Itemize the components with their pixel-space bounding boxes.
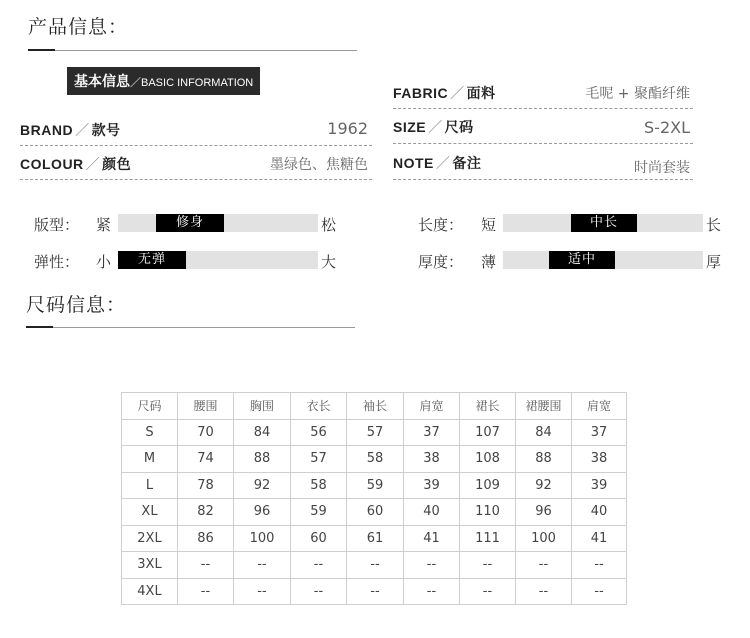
table-cell: 57 bbox=[291, 446, 347, 473]
table-cell: 74 bbox=[178, 446, 234, 473]
table-cell: 100 bbox=[234, 525, 291, 552]
brand-label bbox=[20, 120, 121, 140]
length-scale-fill: 中长 bbox=[571, 214, 637, 232]
table-cell: -- bbox=[460, 552, 516, 579]
table-row bbox=[122, 446, 627, 473]
size-info-rule-accent bbox=[26, 326, 53, 328]
fit-scale-bar bbox=[118, 214, 318, 232]
table-cell: 84 bbox=[234, 419, 291, 446]
table-row bbox=[122, 552, 627, 579]
table-cell: 38 bbox=[404, 446, 460, 473]
table-cell: 41 bbox=[404, 525, 460, 552]
table-cell: 41 bbox=[572, 525, 627, 552]
table-cell: 111 bbox=[460, 525, 516, 552]
table-cell: 96 bbox=[516, 499, 572, 526]
table-cell: 58 bbox=[291, 472, 347, 499]
header-cell: 袖长 bbox=[347, 393, 404, 420]
table-cell: -- bbox=[404, 552, 460, 579]
header-cell: 衣长 bbox=[291, 393, 347, 420]
table-cell: 70 bbox=[178, 419, 234, 446]
stretch-scale-bar bbox=[118, 251, 318, 269]
fit-scale-fill: 修身 bbox=[156, 214, 224, 232]
table-cell: 2XL bbox=[122, 525, 178, 552]
fabric-label-en: FABRIC bbox=[393, 85, 449, 101]
header-cell: 胸围 bbox=[234, 393, 291, 420]
table-cell: 37 bbox=[404, 419, 460, 446]
fit-min: 紧 bbox=[96, 216, 112, 234]
table-cell: 82 bbox=[178, 499, 234, 526]
table-cell: S bbox=[122, 419, 178, 446]
note-label bbox=[393, 153, 481, 173]
table-cell: -- bbox=[347, 552, 404, 579]
length-scale-bar bbox=[503, 214, 703, 232]
colour-label-sep: ／ bbox=[85, 156, 101, 172]
size-label-en: SIZE bbox=[393, 119, 427, 135]
table-cell: 39 bbox=[572, 472, 627, 499]
header-cell: 尺码 bbox=[122, 393, 178, 420]
note-value: 时尚套装 bbox=[634, 160, 690, 176]
thickness-min: 薄 bbox=[481, 253, 497, 271]
brand-divider bbox=[20, 145, 372, 146]
basic-info-badge bbox=[67, 67, 260, 95]
table-cell: 38 bbox=[572, 446, 627, 473]
header-cell: 肩宽 bbox=[572, 393, 627, 420]
header-cell: 裙长 bbox=[460, 393, 516, 420]
stretch-label: 弹性： bbox=[34, 253, 80, 271]
table-cell: 110 bbox=[460, 499, 516, 526]
table-row bbox=[122, 419, 627, 446]
table-cell: 3XL bbox=[122, 552, 178, 579]
table-cell: 84 bbox=[516, 419, 572, 446]
table-cell: 86 bbox=[178, 525, 234, 552]
table-cell: L bbox=[122, 472, 178, 499]
table-cell: -- bbox=[234, 578, 291, 605]
table-cell: -- bbox=[572, 578, 627, 605]
table-cell: 88 bbox=[516, 446, 572, 473]
size-label bbox=[393, 117, 474, 137]
table-cell: 59 bbox=[291, 499, 347, 526]
thickness-label: 厚度： bbox=[418, 253, 464, 271]
table-cell: M bbox=[122, 446, 178, 473]
size-value: S-2XL bbox=[644, 118, 690, 137]
fabric-value: 毛呢 + 聚酯纤维 bbox=[585, 86, 690, 102]
table-cell: 108 bbox=[460, 446, 516, 473]
size-table-header bbox=[122, 393, 627, 420]
note-label-zh: 备注 bbox=[452, 155, 482, 171]
header-cell: 腰围 bbox=[178, 393, 234, 420]
table-cell: 92 bbox=[234, 472, 291, 499]
table-cell: -- bbox=[516, 578, 572, 605]
colour-divider bbox=[20, 179, 372, 180]
brand-label-en: BRAND bbox=[20, 122, 74, 138]
table-cell: 60 bbox=[347, 499, 404, 526]
table-cell: 40 bbox=[572, 499, 627, 526]
table-cell: 37 bbox=[572, 419, 627, 446]
thickness-max: 厚 bbox=[706, 253, 722, 271]
table-cell: 39 bbox=[404, 472, 460, 499]
length-min: 短 bbox=[481, 216, 497, 234]
size-info-rule bbox=[26, 327, 355, 328]
table-cell: 57 bbox=[347, 419, 404, 446]
table-row bbox=[122, 499, 627, 526]
colour-label-zh: 颜色 bbox=[102, 156, 132, 172]
table-cell: 60 bbox=[291, 525, 347, 552]
note-divider bbox=[393, 179, 693, 180]
brand-label-zh: 款号 bbox=[91, 122, 121, 138]
product-info-rule bbox=[28, 50, 357, 51]
table-cell: 40 bbox=[404, 499, 460, 526]
size-label-zh: 尺码 bbox=[444, 119, 474, 135]
stretch-max: 大 bbox=[321, 253, 337, 271]
colour-label bbox=[20, 154, 131, 174]
table-cell: -- bbox=[516, 552, 572, 579]
thickness-scale-fill: 适中 bbox=[549, 251, 615, 269]
size-table bbox=[121, 392, 627, 605]
size-label-sep: ／ bbox=[428, 119, 443, 135]
table-cell: -- bbox=[347, 578, 404, 605]
basic-info-en: BASIC INFORMATION bbox=[141, 77, 254, 89]
header-cell: 裙腰围 bbox=[516, 393, 572, 420]
colour-label-en: COLOUR bbox=[20, 156, 84, 172]
product-info-title: 产品信息： bbox=[28, 16, 129, 38]
fabric-label-sep: ／ bbox=[450, 85, 465, 101]
length-max: 长 bbox=[706, 216, 722, 234]
basic-info-zh: 基本信息 bbox=[74, 74, 130, 90]
fabric-divider bbox=[393, 108, 693, 109]
table-cell: 92 bbox=[516, 472, 572, 499]
table-cell: 109 bbox=[460, 472, 516, 499]
colour-value: 墨绿色、焦糖色 bbox=[270, 157, 368, 173]
table-cell: 56 bbox=[291, 419, 347, 446]
table-cell: 96 bbox=[234, 499, 291, 526]
table-cell: XL bbox=[122, 499, 178, 526]
brand-label-sep: ／ bbox=[75, 122, 90, 138]
table-cell: -- bbox=[234, 552, 291, 579]
basic-info-sep: ／ bbox=[130, 77, 141, 89]
note-label-en: NOTE bbox=[393, 155, 434, 171]
table-cell: 58 bbox=[347, 446, 404, 473]
table-cell: -- bbox=[404, 578, 460, 605]
brand-value: 1962 bbox=[327, 119, 368, 138]
length-label: 长度： bbox=[418, 216, 464, 234]
note-label-sep: ／ bbox=[435, 155, 451, 171]
table-cell: 78 bbox=[178, 472, 234, 499]
size-divider bbox=[393, 143, 693, 144]
table-cell: -- bbox=[291, 578, 347, 605]
fabric-label-zh: 面料 bbox=[466, 85, 496, 101]
table-cell: -- bbox=[291, 552, 347, 579]
stretch-min: 小 bbox=[96, 253, 112, 271]
table-cell: -- bbox=[178, 552, 234, 579]
fit-max: 松 bbox=[321, 216, 337, 234]
table-cell: -- bbox=[572, 552, 627, 579]
stretch-scale-fill: 无弹 bbox=[118, 251, 186, 269]
table-cell: -- bbox=[178, 578, 234, 605]
table-cell: -- bbox=[460, 578, 516, 605]
table-cell: 4XL bbox=[122, 578, 178, 605]
table-cell: 100 bbox=[516, 525, 572, 552]
table-row bbox=[122, 525, 627, 552]
header-cell: 肩宽 bbox=[404, 393, 460, 420]
table-row bbox=[122, 472, 627, 499]
table-row bbox=[122, 578, 627, 605]
product-info-rule-accent bbox=[28, 49, 55, 51]
table-cell: 88 bbox=[234, 446, 291, 473]
table-cell: 61 bbox=[347, 525, 404, 552]
fit-label: 版型： bbox=[34, 216, 80, 234]
size-info-title: 尺码信息： bbox=[26, 294, 127, 316]
thickness-scale-bar bbox=[503, 251, 703, 269]
fabric-label bbox=[393, 83, 496, 103]
table-cell: 107 bbox=[460, 419, 516, 446]
table-cell: 59 bbox=[347, 472, 404, 499]
